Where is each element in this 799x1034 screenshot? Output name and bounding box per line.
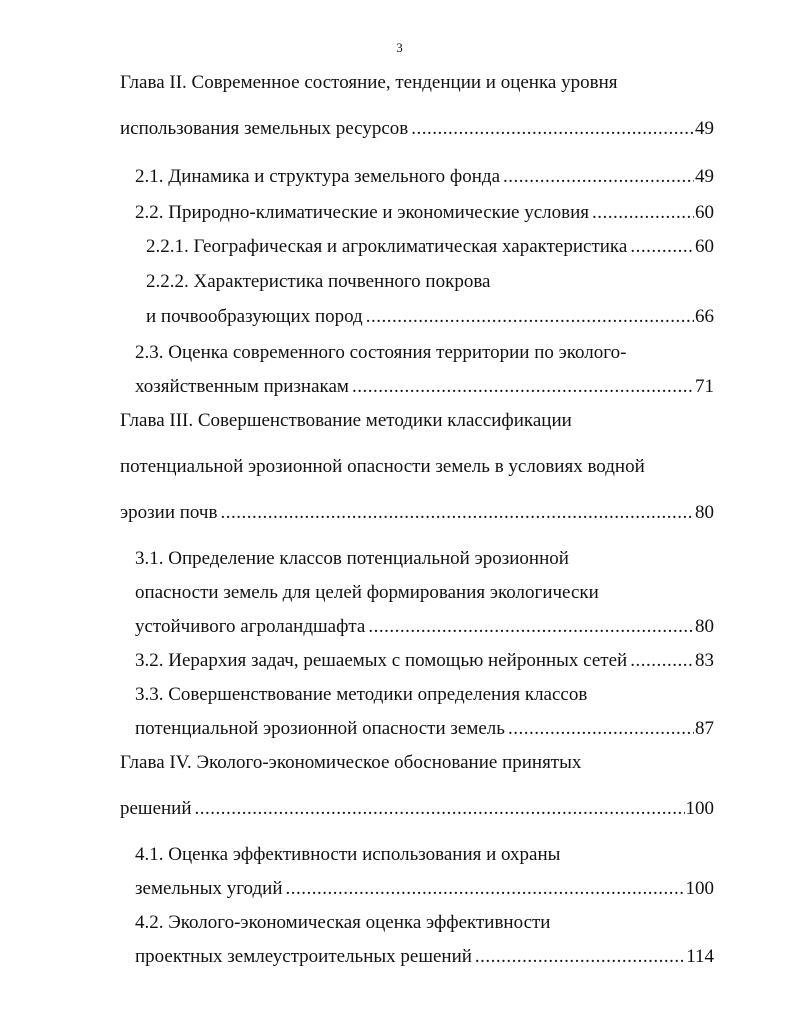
toc-chapter-2-title-line1: Глава II. Современное состояние, тенденции и оценка уровня <box>120 72 618 93</box>
toc-page-number: 100 <box>685 878 714 899</box>
page-number: 3 <box>396 40 403 55</box>
toc-entry-title: устойчивого агроландшафта <box>135 616 366 637</box>
toc-entry-2-1[interactable] <box>135 164 714 190</box>
toc-entry-title: хозяйственным признакам <box>135 376 349 397</box>
toc-chapter-4-title-line1: Глава IV. Эколого-экономическое обоснование принятых <box>120 752 582 773</box>
dot-leader <box>508 716 694 742</box>
toc-entry-title: проектных землеустроительных решений <box>135 946 472 967</box>
toc-page-number: 100 <box>685 798 714 819</box>
toc-entry-3-3-title-line1: 3.3. Совершенствование методики определения классов <box>135 684 588 705</box>
toc-page-number: 80 <box>695 616 714 637</box>
dot-leader <box>503 164 694 190</box>
toc-entry-2-2-2-title-line1: 2.2.2. Характеристика почвенного покрова <box>146 271 491 292</box>
toc-page-number: 49 <box>695 118 714 139</box>
toc-page-number: 66 <box>695 306 714 327</box>
toc-entry-title: земельных угодий <box>135 878 283 899</box>
toc-entry-3-1-title-line2: опасности земель для целей формирования экологически <box>135 582 599 603</box>
dot-leader <box>220 500 694 526</box>
toc-entry-3-1[interactable] <box>135 614 714 640</box>
toc-page-number: 49 <box>695 166 714 187</box>
toc-page-number: 87 <box>695 718 714 739</box>
toc-entry-title: 2.2.1. Географическая и агроклиматическая характеристика <box>146 236 628 257</box>
toc-entry-title: и почвообразующих пород <box>146 306 363 327</box>
dot-leader <box>630 648 694 674</box>
toc-entry-2-3[interactable] <box>135 374 714 400</box>
toc-entry-2-2-2[interactable] <box>146 304 714 330</box>
toc-entry-4-1-title-line1: 4.1. Оценка эффективности использования и охраны <box>135 844 561 865</box>
toc-chapter-3-title-line3: эрозии почв <box>120 502 218 523</box>
toc-entry-4-2-title-line1: 4.2. Эколого-экономическая оценка эффективности <box>135 912 551 933</box>
dot-leader <box>368 614 694 640</box>
toc-chapter-3-title-line1: Глава III. Совершенствование методики классификации <box>120 410 572 431</box>
toc-page-number: 83 <box>695 650 714 671</box>
toc-entry-chapter-2[interactable] <box>120 116 714 142</box>
toc-entry-chapter-3[interactable] <box>120 500 714 526</box>
toc-page-number: 114 <box>686 946 714 967</box>
dot-leader <box>475 944 685 970</box>
toc-entry-2-2[interactable] <box>135 200 714 226</box>
dot-leader <box>352 374 694 400</box>
toc-entry-3-2[interactable] <box>135 648 714 674</box>
toc-chapter-2-title-line2: использования земельных ресурсов <box>120 118 409 139</box>
dot-leader <box>195 796 685 822</box>
dot-leader <box>286 876 685 902</box>
toc-entry-2-3-title-line1: 2.3. Оценка современного состояния территории по эколого- <box>135 342 627 363</box>
toc-entry-3-3[interactable] <box>135 716 714 742</box>
toc-chapter-3-title-line2: потенциальной эрозионной опасности земель в условиях водной <box>120 456 645 477</box>
dot-leader <box>366 304 694 330</box>
toc-page-number: 80 <box>695 502 714 523</box>
toc-page-number: 60 <box>695 236 714 257</box>
toc-page-number: 60 <box>695 202 714 223</box>
toc-entry-chapter-4[interactable] <box>120 796 714 822</box>
toc-entry-title: 3.2. Иерархия задач, решаемых с помощью нейронных сетей <box>135 650 628 671</box>
dot-leader <box>592 200 694 226</box>
toc-entry-title: потенциальной эрозионной опасности земель <box>135 718 505 739</box>
toc-entry-title: 2.2. Природно-климатические и экономические условия <box>135 202 590 223</box>
toc-entry-4-1[interactable] <box>135 876 714 902</box>
toc-entry-title: 2.1. Динамика и структура земельного фонда <box>135 166 501 187</box>
toc-entry-3-1-title-line1: 3.1. Определение классов потенциальной эрозионной <box>135 548 569 569</box>
dot-leader <box>411 116 694 142</box>
toc-entry-4-2[interactable] <box>135 944 714 970</box>
toc-page-number: 71 <box>695 376 714 397</box>
toc-chapter-4-title-line2: решений <box>120 798 192 819</box>
dot-leader <box>630 234 694 260</box>
toc-entry-2-2-1[interactable] <box>146 234 714 260</box>
